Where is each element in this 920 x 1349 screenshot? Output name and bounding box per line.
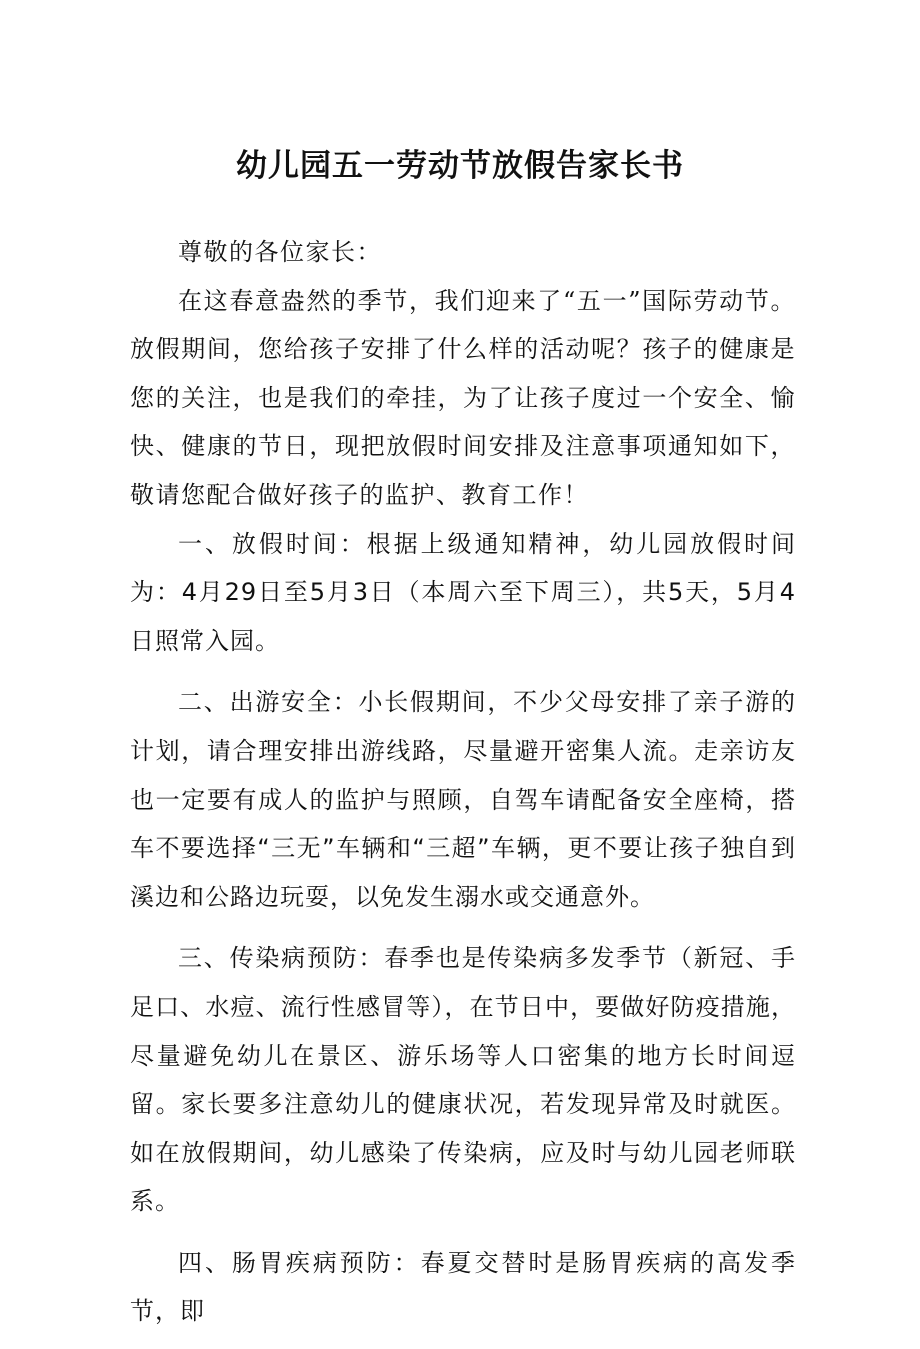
document-title: 幼儿园五一劳动节放假告家长书	[236, 148, 684, 184]
section-gastro-disease: 四、肠胃疾病预防：春夏交替时是肠胃疾病的高发季节，即	[130, 1248, 796, 1326]
section-infectious-disease: 三、传染病预防：春季也是传染病多发季节（新冠、手足口、水痘、流行性感冒等），在节日中，要做好防疫措施，尽量避免幼儿在景区、游乐场等人口密集的地方长时间逗留。家长要多注意幼儿的健康状况，若发现异常及时就医。如在放假期间，幼儿感染了传染病，应及时与幼儿园老师联系。	[130, 944, 796, 1216]
greeting: 尊敬的各位家长：	[178, 238, 382, 266]
document-body	[130, 228, 796, 1349]
section-travel-safety: 二、出游安全：小长假期间，不少父母安排了亲子游的计划，请合理安排出游线路，尽量避开密集人流。走亲访友也一定要有成人的监护与照顾，自驾车请配备安全座椅，搭车不要选择“三无”车辆和“三超”车辆，更不要让孩子独自到溪边和公路边玩耍，以免发生溺水或交通意外。	[130, 688, 796, 911]
section-holiday-time: 一、放假时间：根据上级通知精神，幼儿园放假时间为：4月29日至5月3日（本周六至下周三），共5天，5月4日照常入园。	[130, 529, 796, 655]
intro-paragraph: 在这春意盎然的季节，我们迎来了“五一”国际劳动节。放假期间，您给孩子安排了什么样的活动呢？孩子的健康是您的关注，也是我们的牵挂，为了让孩子度过一个安全、愉快、健康的节日，现把放假时间安排及注意事项通知如下，敬请您配合做好孩子的监护、教育工作！	[130, 286, 796, 509]
